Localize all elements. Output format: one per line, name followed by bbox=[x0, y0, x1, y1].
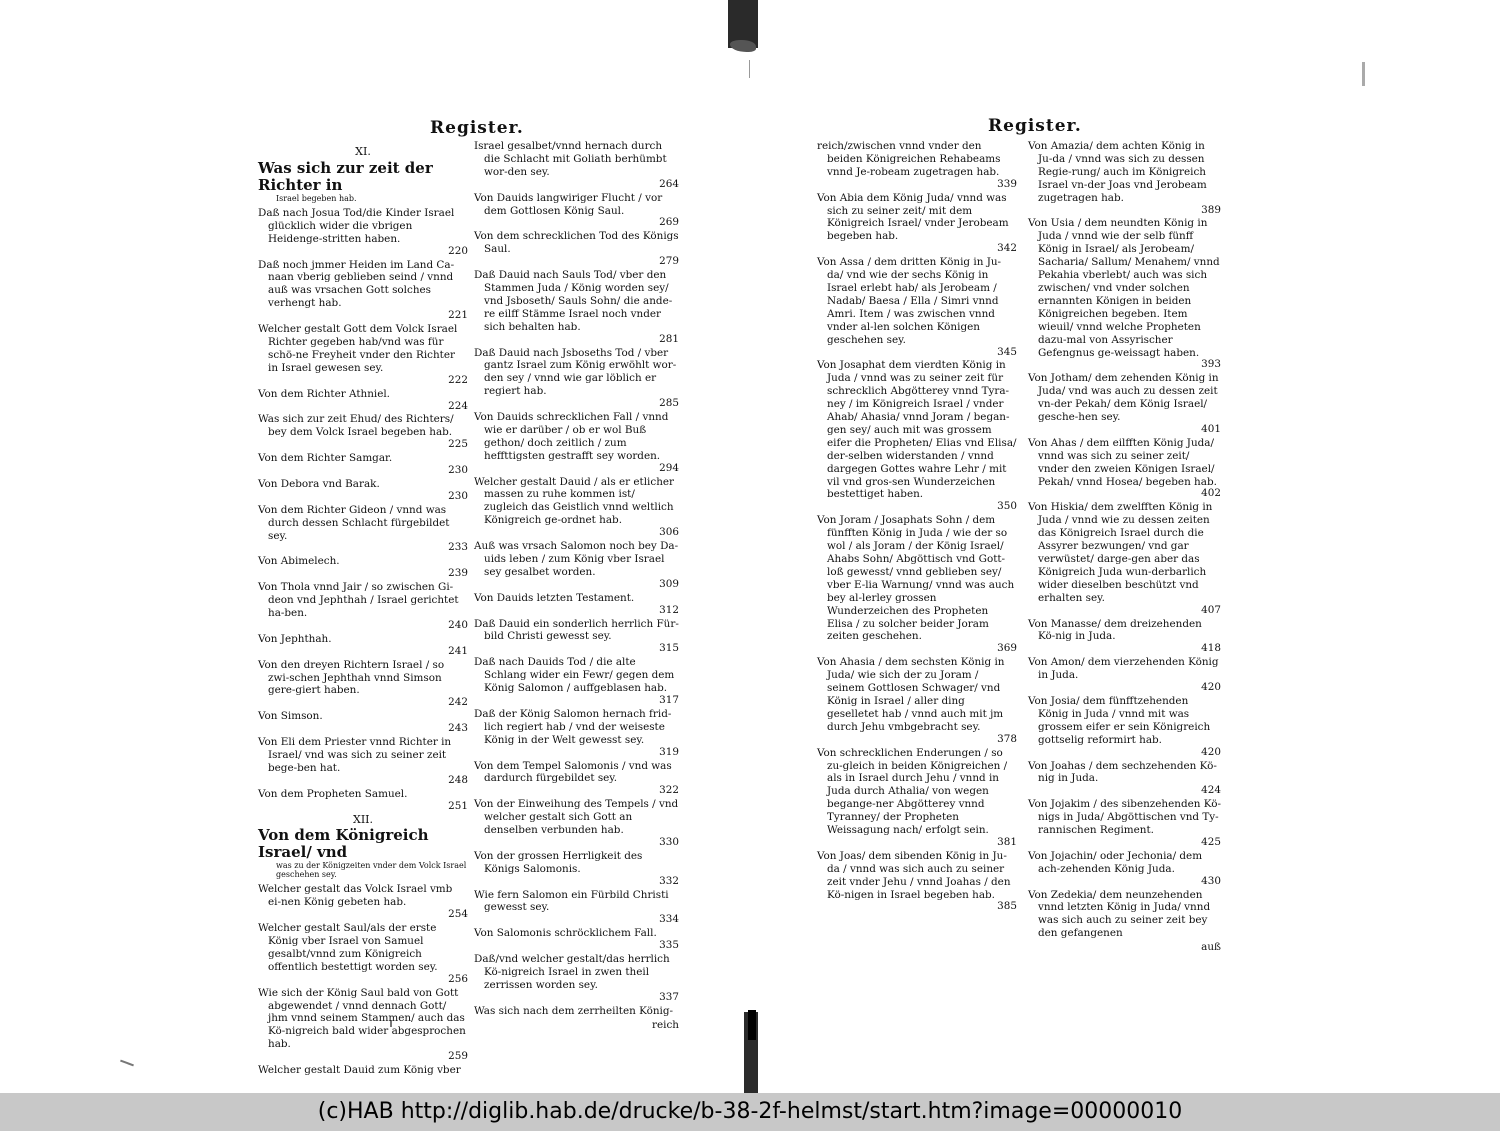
entry-page-number: 385 bbox=[997, 900, 1017, 913]
register-entry bbox=[474, 889, 679, 927]
register-entry bbox=[474, 953, 679, 1004]
entry-page-number: 317 bbox=[659, 693, 679, 706]
entry-page-number: 230 bbox=[448, 464, 468, 477]
entry-text: Von Amazia/ dem achten König in Ju-da / vnnd was sich zu dessen Regie-rung/ auch im Königreich Israel vn-der Joas vnd Jerobeam zugetragen hab. bbox=[1028, 140, 1207, 204]
register-entry bbox=[258, 323, 468, 387]
register-entry bbox=[1028, 889, 1221, 941]
register-entry bbox=[258, 788, 468, 813]
entry-text: Daß der König Salomon hernach frid-lich regiert hab / vnd der weiseste König in der Welt gewesst sey. bbox=[474, 707, 672, 746]
gutter-smudge bbox=[730, 40, 756, 52]
entry-page-number: 294 bbox=[659, 461, 679, 474]
entry-text: Von Jojakim / des sibenzehenden Kö-nigs in Juda/ Abgöttischen vnd Ty-rannischen Regiment. bbox=[1028, 798, 1222, 837]
entry-page-number: 259 bbox=[448, 1050, 468, 1063]
register-entry bbox=[474, 540, 679, 591]
entry-page-number: 337 bbox=[659, 990, 679, 1003]
entry-text: Von Abia dem König Juda/ vnnd was sich zu seiner zeit/ mit dem Königreich Israel/ vnder Jerobeam begeben hab. bbox=[817, 191, 1009, 243]
entry-page-number: 420 bbox=[1201, 745, 1221, 758]
entry-text: Von Ahasia / dem sechsten König in Juda/ wie sich der zu Joram / seinem Gottlosen Schwager/ vnd König in Israel / aller ding geselletet hab / vnnd auch mit jm durch Jehu vmbgebracht sey. bbox=[817, 656, 1005, 733]
section-subtitle: Israel begeben hab. bbox=[276, 193, 357, 203]
entry-page-number: 424 bbox=[1201, 784, 1221, 797]
register-entry bbox=[1028, 437, 1221, 501]
register-entry bbox=[817, 747, 1017, 849]
entry-text: Welcher gestalt Dauid zum König vber bbox=[258, 1064, 461, 1077]
entry-page-number: 312 bbox=[659, 603, 679, 616]
register-entry bbox=[474, 850, 679, 888]
register-entry bbox=[474, 140, 679, 191]
entry-page-number: 285 bbox=[659, 397, 679, 410]
entry-text: Auß was vrsach Salomon noch bey Da-uids leben / zum König vber Israel sey gesalbet worden. bbox=[474, 540, 679, 578]
register-entry bbox=[474, 230, 679, 268]
entry-page-number: 322 bbox=[659, 784, 679, 797]
entry-page-number: 225 bbox=[448, 438, 468, 451]
register-entry bbox=[474, 347, 679, 411]
right-page-column-1 bbox=[817, 140, 1017, 914]
entry-text: Daß/vnd welcher gestalt/das herrlich Kö-nigreich Israel in zwen theil zerrissen worden sey. bbox=[474, 953, 670, 991]
entry-page-number: 425 bbox=[1201, 835, 1221, 848]
entry-page-number: 306 bbox=[659, 526, 679, 539]
register-entry bbox=[474, 592, 679, 617]
entry-page-number: 254 bbox=[448, 908, 468, 921]
entry-text: Von Debora vnd Barak. bbox=[258, 477, 380, 490]
section-title: Was sich zur zeit der Richter in bbox=[258, 158, 433, 194]
right-page-heading: Register. bbox=[988, 116, 1082, 136]
entry-page-number: 332 bbox=[659, 874, 679, 887]
entry-text: Wie fern Salomon ein Fürbild Christi gewesst sey. bbox=[474, 888, 669, 914]
entry-text: Von Dauids letzten Testament. bbox=[474, 591, 635, 604]
entry-text: Von dem Tempel Salomonis / vnd was dardurch fürgebildet sey. bbox=[474, 759, 672, 785]
register-entry bbox=[258, 1064, 468, 1077]
left-page-column-1 bbox=[258, 146, 468, 1078]
register-entry bbox=[258, 388, 468, 413]
entry-text: Von Dauids schrecklichen Fall / vnnd wie er darüber / ob er wol Buß gethon/ doch zeitlich / zum heffttigsten gestrafft sey worden. bbox=[474, 411, 669, 462]
copyright-footer: (c)HAB http://diglib.hab.de/drucke/b-38-2f-helmst/start.htm?image=00000010 bbox=[317, 1099, 1183, 1124]
register-entry bbox=[1028, 372, 1221, 436]
entry-text: Von Assa / dem dritten König in Ju-da/ vnd wie der sechs König in Israel erlebt hab/ als Jerobeam / Nadab/ Baesa / Ella / Simri vnnd Amri. Item / was zwischen vnnd vnder al-len solchen Königen geschehen sey. bbox=[817, 256, 1002, 346]
entry-text: Von Jojachin/ oder Jechonia/ dem ach-zehenden König Juda. bbox=[1028, 849, 1203, 875]
entry-page-number: 279 bbox=[659, 255, 679, 268]
left-page-column-2 bbox=[474, 140, 679, 1032]
register-entry bbox=[258, 207, 468, 258]
entry-page-number: 330 bbox=[659, 835, 679, 848]
entry-text: Von Josia/ dem fünfftzehenden König in Juda / vnnd mit was grossem eifer er sein Königreich gottselig reformirt hab. bbox=[1028, 694, 1211, 746]
register-entry bbox=[817, 359, 1017, 513]
entry-page-number: 335 bbox=[659, 939, 679, 952]
section-number: XII. bbox=[352, 812, 374, 826]
register-entry bbox=[1028, 618, 1221, 656]
register-entry bbox=[258, 478, 468, 503]
register-entry bbox=[474, 927, 679, 952]
entry-text: Daß Dauid ein sonderlich herrlich Für-bild Christi gewesst sey. bbox=[474, 617, 679, 643]
right-page-column-2 bbox=[1028, 140, 1221, 954]
entry-text: Daß nach Dauids Tod / die alte Schlang wider ein Fewr/ gegen dem König Salomon / auffgeblasen hab. bbox=[474, 656, 675, 695]
entry-text: Von Jephthah. bbox=[258, 632, 332, 645]
entry-text: Daß noch jmmer Heiden im Land Ca-naan vberig geblieben seind / vnnd auß was vrsachen Gott solches verhengt hab. bbox=[258, 258, 455, 310]
left-page-heading: Register. bbox=[430, 118, 524, 138]
register-entry bbox=[474, 269, 679, 345]
register-entry bbox=[258, 581, 468, 632]
speck bbox=[1362, 62, 1365, 86]
entry-page-number: 264 bbox=[659, 177, 679, 190]
entry-text: Daß nach Josua Tod/die Kinder Israel glücklich wider die vbrigen Heidenge-stritten haben. bbox=[258, 206, 455, 245]
entry-text: Von Joahas / dem sechzehenden Kö-nig in Juda. bbox=[1028, 759, 1217, 785]
entry-text: Daß Dauid nach Sauls Tod/ vber den Stammen Juda / König worden sey/ vnd Jsboseth/ Sauls Sohn/ die ande-re eilff Stämme Israel noch vnder sich behalten hab. bbox=[474, 269, 673, 333]
register-entry bbox=[817, 192, 1017, 256]
entry-text: Von Usia / dem neundten König in Juda / vnnd wie der selb fünff König in Israel/ als Jerobeam/ Sacharia/ Sallum/ Menahem/ vnnd Pekahia vberlebt/ auch was sich zwischen/ vnd vnder solchen ernannten Königen in beiden Königreichen begeben. Item wieuil/ vnnd welche Propheten dazu-mal von Assyrischer Gefengnus ge-weissagt haben. bbox=[1028, 217, 1220, 359]
entry-page-number: 430 bbox=[1201, 874, 1221, 887]
entry-text: Von Simson. bbox=[258, 710, 323, 723]
entry-text: Von dem schrecklichen Tod des Königs Saul. bbox=[474, 230, 679, 256]
register-entry bbox=[258, 633, 468, 658]
register-entry bbox=[258, 922, 468, 986]
entry-text: Von schrecklichen Enderungen / so zu-gleich in beiden Königreichen / als in Israel durch Jehu / vnnd in Juda durch Athalia/ von wegen begange-ner Abgötterey vnnd Tyranney/ der Propheten Weissagung nach/ erfolgt sein. bbox=[817, 746, 1008, 837]
entry-page-number: 230 bbox=[448, 489, 468, 502]
entry-page-number: 339 bbox=[997, 177, 1017, 190]
entry-text: Von Josaphat dem vierdten König in Juda / vnnd was zu seiner zeit für schrecklich Abgötterey vnnd Tyra-ney / im Königreich Israel / vnder Ahab/ Ahasia/ vnnd Joram / began-gen sey/ auch mit was grossem eifer die Propheten/ Elias vnd Elisa/ der-selben widerstanden / vnnd dargegen Gottes wahre Lehr / mit vil vnd gros-sen Wunderzeichen bestettiget haben. bbox=[817, 359, 1017, 501]
entry-page-number: 233 bbox=[448, 541, 468, 554]
entry-page-number: 350 bbox=[997, 500, 1017, 513]
entry-text: reich/zwischen vnnd vnder den beiden Königreichen Rehabeams vnnd Je-robeam zugetragen hab. bbox=[817, 140, 1001, 178]
entry-page-number: 378 bbox=[997, 732, 1017, 745]
entry-page-number: 402 bbox=[1201, 487, 1221, 500]
entry-list bbox=[1028, 140, 1221, 940]
entry-list bbox=[258, 883, 468, 1077]
register-entry bbox=[258, 259, 468, 323]
entry-text: Was sich zur zeit Ehud/ des Richters/ bey dem Volck Israel begeben hab. bbox=[258, 413, 454, 439]
register-entry bbox=[258, 504, 468, 555]
entry-page-number: 407 bbox=[1201, 603, 1221, 616]
register-entry bbox=[817, 514, 1017, 655]
register-entry bbox=[817, 256, 1017, 358]
entry-text: Von Hiskia/ dem zwelfften König in Juda / vnnd wie zu dessen zeiten das Königreich Israel durch die Assyrer bezwungen/ vnd gar verwüstet/ darge-gen aber das Königreich Juda wun-derbarlich wider dieselben beschützt vnd erhalten sey. bbox=[1028, 501, 1213, 604]
entry-page-number: 345 bbox=[997, 345, 1017, 358]
entry-text: Von Manasse/ dem dreizehenden Kö-nig in Juda. bbox=[1028, 617, 1202, 643]
entry-text: Welcher gestalt das Volck Israel vmb ei-nen König gebeten hab. bbox=[258, 883, 453, 909]
entry-page-number: 381 bbox=[997, 835, 1017, 848]
entry-text: Von Joas/ dem sibenden König in Ju-da / vnnd was sich auch zu seiner zeit vnder Jehu / vnnd Joahas / den Kö-nigen in Israel begeben hab. bbox=[817, 849, 1011, 901]
entry-page-number: 281 bbox=[659, 332, 679, 345]
entry-text: Von Ahas / dem eilfften König Juda/ vnnd was sich zu seiner zeit/ vnder den zweien Königen Israel/ Pekah/ vnnd Hosea/ begeben hab. bbox=[1028, 436, 1217, 488]
register-entry bbox=[474, 476, 679, 540]
register-entry bbox=[474, 1005, 679, 1018]
entry-page-number: 251 bbox=[448, 799, 468, 812]
entry-list bbox=[258, 207, 468, 813]
entry-list bbox=[817, 140, 1017, 913]
entry-text: Von der grossen Herrligkeit des Königs Salomonis. bbox=[474, 849, 643, 875]
entry-text: Von Thola vnnd Jair / so zwischen Gi-deon vnd Jephthah / Israel gerichtet ha-ben. bbox=[258, 581, 459, 619]
entry-page-number: 243 bbox=[448, 722, 468, 735]
register-entry bbox=[1028, 695, 1221, 759]
register-entry bbox=[258, 736, 468, 787]
entry-page-number: 369 bbox=[997, 642, 1017, 655]
entry-page-number: 319 bbox=[659, 745, 679, 758]
entry-page-number: 256 bbox=[448, 972, 468, 985]
register-entry bbox=[817, 140, 1017, 191]
gutter-mark bbox=[749, 60, 750, 78]
register-entry bbox=[258, 710, 468, 735]
register-entry bbox=[1028, 140, 1221, 216]
register-entry bbox=[258, 987, 468, 1063]
entry-text: Welcher gestalt Saul/als der erste König vber Israel von Samuel gesalbt/vnnd zum Königreich offentlich bestettigt worden sey. bbox=[258, 922, 438, 973]
entry-text: Welcher gestalt Gott dem Volck Israel Richter gegeben hab/vnd was für schö-ne Freyheit vnder den Richter in Israel gewesen sey. bbox=[258, 323, 458, 374]
entry-text: Von dem Richter Gideon / vnnd was durch dessen Schlacht fürgebildet sey. bbox=[258, 503, 450, 542]
register-entry bbox=[1028, 798, 1221, 849]
entry-text: Von Dauids langwiriger Flucht / vor dem Gottlosen König Saul. bbox=[474, 191, 663, 217]
register-entry bbox=[258, 659, 468, 710]
entry-page-number: 389 bbox=[1201, 203, 1221, 216]
entry-page-number: 242 bbox=[448, 696, 468, 709]
entry-page-number: 393 bbox=[1201, 358, 1221, 371]
register-entry bbox=[474, 708, 679, 759]
section-number: XI. bbox=[355, 145, 371, 158]
register-entry bbox=[1028, 217, 1221, 371]
entry-page-number: 239 bbox=[448, 567, 468, 580]
entry-text: Von Jotham/ dem zehenden König in Juda/ vnd was auch zu dessen zeit vn-der Pekah/ dem König Israel/ gesche-hen sey. bbox=[1028, 372, 1219, 424]
entry-text: Von dem Richter Athniel. bbox=[258, 387, 390, 400]
entry-text: Von Amon/ dem vierzehenden König in Juda. bbox=[1028, 656, 1219, 682]
register-entry bbox=[1028, 656, 1221, 694]
register-entry bbox=[258, 413, 468, 451]
register-entry bbox=[474, 760, 679, 798]
entry-page-number: 222 bbox=[448, 373, 468, 386]
entry-text: Von Joram / Josaphats Sohn / dem fünfften König in Juda / wie der so wol / als Joram / der König Israel/ Ahabs Sohn/ Abgöttisch vnd Gott-loß gewesst/ vnnd geblieben sey/ vber E-lia Warnung/ vnnd was auch bey al-lerley grossen Wunderzeichen des Propheten Elisa / zu solcher beider Joram zeiten geschehen. bbox=[817, 514, 1015, 643]
entry-text: Daß Dauid nach Jsboseths Tod / vber gantz Israel zum König erwöhlt wor-den sey / vnnd wie gar löblich er regiert hab. bbox=[474, 346, 677, 398]
register-entry bbox=[258, 452, 468, 477]
register-entry bbox=[474, 411, 679, 475]
catchword: reich bbox=[652, 1018, 679, 1031]
entry-text: Wie sich der König Saul bald von Gott abgewendet / vnnd dennach Gott/ jhm vnnd seinem Stammen/ auch das Kö-nigreich bald wider abgesprochen hab. bbox=[258, 986, 466, 1051]
entry-list bbox=[474, 140, 679, 1018]
entry-page-number: 309 bbox=[659, 577, 679, 590]
register-entry bbox=[817, 656, 1017, 745]
entry-text: Von dem Propheten Samuel. bbox=[258, 787, 408, 800]
register-entry bbox=[258, 883, 468, 921]
entry-text: Was sich nach dem zerrheilten König- bbox=[474, 1004, 674, 1017]
entry-page-number: 221 bbox=[448, 309, 468, 322]
register-entry bbox=[474, 618, 679, 656]
entry-page-number: 240 bbox=[448, 618, 468, 631]
section-title: Von dem Königreich Israel/ vnd bbox=[258, 826, 429, 862]
entry-page-number: 248 bbox=[448, 773, 468, 786]
entry-text: Von Abimelech. bbox=[258, 555, 340, 568]
register-entry bbox=[474, 798, 679, 849]
entry-page-number: 269 bbox=[659, 216, 679, 229]
entry-text: Von der Einweihung des Tempels / vnd welcher gestalt sich Gott an denselben verbunden hab. bbox=[474, 798, 679, 837]
register-entry bbox=[258, 555, 468, 580]
register-entry bbox=[1028, 760, 1221, 798]
entry-page-number: 220 bbox=[448, 244, 468, 257]
entry-text: Von Salomonis schröcklichem Fall. bbox=[474, 927, 657, 940]
entry-page-number: 420 bbox=[1201, 681, 1221, 694]
register-entry bbox=[474, 192, 679, 230]
entry-page-number: 315 bbox=[659, 642, 679, 655]
entry-text: Israel gesalbet/vnnd hernach durch die Schlacht mit Goliath berhümbt wor-den sey. bbox=[474, 140, 667, 178]
entry-page-number: 224 bbox=[448, 399, 468, 412]
section-subtitle: was zu der Königzeiten vnder dem Volck Israel geschehen sey. bbox=[276, 861, 467, 880]
register-entry bbox=[1028, 501, 1221, 616]
entry-text: Welcher gestalt Dauid / als er etlicher massen zu ruhe kommen ist/ zugleich das Geistlich vnnd weltlich Königreich ge-ordnet hab. bbox=[474, 475, 675, 527]
register-entry bbox=[474, 656, 679, 707]
entry-text: Von Eli dem Priester vnnd Richter in Israel/ vnd was sich zu seiner zeit bege-ben hat. bbox=[258, 736, 452, 774]
entry-text: Von dem Richter Samgar. bbox=[258, 452, 393, 465]
register-entry bbox=[817, 850, 1017, 914]
register-entry bbox=[1028, 850, 1221, 888]
gutter-shadow-bottom-dark bbox=[748, 1010, 756, 1040]
entry-page-number: 334 bbox=[659, 913, 679, 926]
catchword: auß bbox=[1201, 941, 1221, 954]
entry-page-number: 241 bbox=[448, 644, 468, 657]
entry-page-number: 342 bbox=[997, 242, 1017, 255]
speck bbox=[120, 1060, 134, 1067]
entry-page-number: 401 bbox=[1201, 422, 1221, 435]
entry-text: Von den dreyen Richtern Israel / so zwi-schen Jephthah vnnd Simson gere-giert haben. bbox=[258, 658, 445, 697]
entry-page-number: 418 bbox=[1201, 642, 1221, 655]
entry-text: Von Zedekia/ dem neunzehenden vnnd letzten König in Juda/ vnnd was sich auch zu seiner zeit bey den gefangenen bbox=[1028, 888, 1211, 940]
